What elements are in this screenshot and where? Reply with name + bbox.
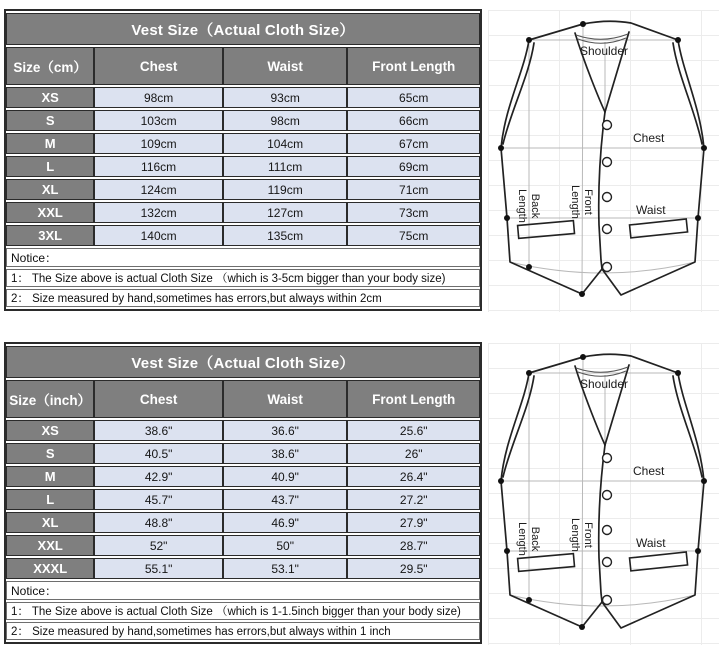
notice-row [6, 602, 480, 620]
table-row [6, 443, 480, 464]
waist-label: Waist [636, 203, 666, 217]
notice-row [6, 248, 480, 267]
notice-row [6, 269, 480, 287]
front-length-value: 71cm [347, 179, 480, 200]
column-header-size: Size（inch） [6, 380, 94, 418]
table-row [6, 133, 480, 154]
chest-value: 42.9" [94, 466, 223, 487]
front-length-value: 75cm [347, 225, 480, 246]
notice-line-2: 2： Size measured by hand,sometimes has errors,but always within 1 inch [6, 622, 480, 640]
table-title: Vest Size（Actual Cloth Size） [6, 346, 480, 378]
notice-label: Notice： [6, 581, 480, 600]
size-label: L [6, 489, 94, 510]
waist-value: 93cm [223, 87, 348, 108]
waist-value: 50" [223, 535, 348, 556]
column-header-waist: Waist [223, 47, 348, 85]
buttons [603, 454, 612, 605]
column-header-chest: Chest [94, 380, 223, 418]
size-label: XL [6, 179, 94, 200]
chest-value: 45.7" [94, 489, 223, 510]
front-length-value: 27.9" [347, 512, 480, 533]
notice-row [6, 289, 480, 307]
table-row [6, 202, 480, 223]
front-length-value: 28.7" [347, 535, 480, 556]
size-sheet-inch [0, 342, 720, 645]
collar-seam [576, 367, 628, 376]
chest-value: 116cm [94, 156, 223, 177]
size-label: S [6, 110, 94, 131]
table-row [6, 420, 480, 441]
column-header-chest: Chest [94, 47, 223, 85]
chest-label: Chest [633, 131, 665, 145]
front-length-value: 67cm [347, 133, 480, 154]
column-header-front-length: Front Length [347, 47, 480, 85]
size-label: M [6, 466, 94, 487]
waist-value: 53.1" [223, 558, 348, 579]
waist-value: 46.9" [223, 512, 348, 533]
title-row [6, 13, 480, 45]
vest-diagram [488, 343, 719, 645]
notice-line-1: 1： The Size above is actual Cloth Size （which is 3-5cm bigger than your body size) [6, 269, 480, 287]
chest-value: 38.6" [94, 420, 223, 441]
shoulder-label: Shoulder [579, 44, 629, 58]
chest-value: 132cm [94, 202, 223, 223]
table-row [6, 466, 480, 487]
waist-value: 127cm [223, 202, 348, 223]
size-label: L [6, 156, 94, 177]
chest-value: 103cm [94, 110, 223, 131]
buttons [603, 121, 612, 272]
front-length-value: 26" [347, 443, 480, 464]
chest-value: 124cm [94, 179, 223, 200]
size-label: XS [6, 87, 94, 108]
notice-row [6, 622, 480, 640]
table-row [6, 179, 480, 200]
waist-value: 36.6" [223, 420, 348, 441]
size-table-inch [4, 342, 482, 644]
table-row [6, 558, 480, 579]
front-length-value: 29.5" [347, 558, 480, 579]
vest-diagram [488, 10, 719, 312]
notice-label: Notice： [6, 248, 480, 267]
chest-value: 40.5" [94, 443, 223, 464]
waist-value: 40.9" [223, 466, 348, 487]
chest-label: Chest [633, 464, 665, 478]
front-length-value: 69cm [347, 156, 480, 177]
size-table-cm [4, 9, 482, 311]
size-label: M [6, 133, 94, 154]
header-row [6, 380, 480, 418]
measurement-lines [501, 357, 704, 627]
chest-value: 98cm [94, 87, 223, 108]
table-row [6, 512, 480, 533]
waist-value: 38.6" [223, 443, 348, 464]
chest-value: 140cm [94, 225, 223, 246]
front-length-value: 66cm [347, 110, 480, 131]
table-row [6, 110, 480, 131]
notice-row [6, 581, 480, 600]
size-label: 3XL [6, 225, 94, 246]
vest-drawing-icon [488, 10, 719, 312]
table-row [6, 225, 480, 246]
front-length-value: 65cm [347, 87, 480, 108]
vest-outline [501, 21, 704, 295]
column-header-front-length: Front Length [347, 380, 480, 418]
shoulder-label: Shoulder [579, 377, 629, 391]
size-label: XXL [6, 202, 94, 223]
front-length-value: 27.2" [347, 489, 480, 510]
front-length-label: FrontLength [569, 185, 594, 219]
waist-label: Waist [636, 536, 666, 550]
title-row [6, 346, 480, 378]
waist-value: 111cm [223, 156, 348, 177]
column-header-waist: Waist [223, 380, 348, 418]
notice-line-2: 2： Size measured by hand,sometimes has errors,but always within 2cm [6, 289, 480, 307]
table-title: Vest Size（Actual Cloth Size） [6, 13, 480, 45]
front-length-value: 25.6" [347, 420, 480, 441]
table-row [6, 535, 480, 556]
size-label: XXL [6, 535, 94, 556]
front-length-label: FrontLength [569, 518, 594, 552]
chest-value: 48.8" [94, 512, 223, 533]
waist-value: 98cm [223, 110, 348, 131]
front-length-value: 73cm [347, 202, 480, 223]
vest-drawing-icon [488, 343, 719, 645]
size-label: XL [6, 512, 94, 533]
size-label: S [6, 443, 94, 464]
back-length-label: BackLength [516, 522, 541, 556]
header-row [6, 47, 480, 85]
back-length-label: BackLength [516, 189, 541, 223]
measurement-lines [501, 24, 704, 294]
column-header-size: Size（cm） [6, 47, 94, 85]
chest-value: 109cm [94, 133, 223, 154]
chest-value: 55.1" [94, 558, 223, 579]
size-label: XS [6, 420, 94, 441]
waist-value: 104cm [223, 133, 348, 154]
waist-value: 43.7" [223, 489, 348, 510]
table-row [6, 489, 480, 510]
notice-line-1: 1： The Size above is actual Cloth Size （which is 1-1.5inch bigger than your body size) [6, 602, 480, 620]
size-sheet-cm [0, 0, 720, 312]
chest-value: 52" [94, 535, 223, 556]
waist-value: 135cm [223, 225, 348, 246]
table-row [6, 156, 480, 177]
size-label: XXXL [6, 558, 94, 579]
collar-seam [576, 34, 628, 43]
vest-outline [501, 354, 704, 628]
waist-value: 119cm [223, 179, 348, 200]
front-length-value: 26.4" [347, 466, 480, 487]
table-row [6, 87, 480, 108]
